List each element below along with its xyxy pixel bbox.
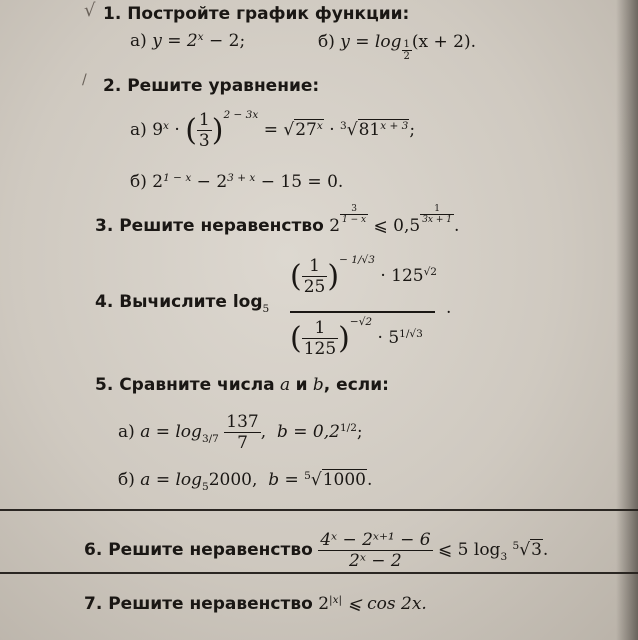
page-edge-shadow	[616, 0, 638, 640]
task-7: 7. Решите неравенство $2^{|x|}$ ⩽ cos 2x.	[84, 594, 427, 614]
task-5b: б) $a = \log_52000$, b = $^5$√1000.	[118, 470, 373, 493]
divider-line-2	[0, 572, 638, 574]
task-1a: а) $y = 2^x - 2$;	[130, 31, 246, 51]
task-2-heading: 2. Решите уравнение:	[103, 76, 320, 96]
task-4-fraction-bar	[290, 311, 435, 313]
pencil-mark: /	[82, 72, 87, 88]
task-1b: б) y = log $\frac{1}{2}$ (x + 2).	[318, 32, 476, 62]
pencil-check-mark: √	[84, 0, 96, 21]
task-5a: а) $a = \log_{3/7}$ $\frac{137}{7}$ , $b = 0,2^{1/2}$;	[118, 412, 363, 453]
task-4-label: 4. Вычислите $\log_5$	[95, 292, 270, 315]
task-4-end: .	[446, 298, 452, 318]
task-5-heading: 5. Сравните числа a и b, если:	[95, 375, 389, 395]
task-1-heading: 1. Постройте график функции:	[103, 4, 410, 24]
task-2a: а) 9$^x$ · ( $\frac{1}{3}$ )$^{2 - 3x} = √27^x \cdot ^3√81^{x + 3}$;	[130, 109, 416, 151]
task-2b: б) $2^{1 - x} - 2^{3 + x} - 15 = 0$.	[130, 172, 344, 192]
task-4-numerator: ( $\frac{1}{25}$ )$^{- 1/√3} \cdot 125^{√2}$	[290, 254, 438, 297]
task-6: 6. Решите неравенство $\frac{\text{4ˣ − 2ˣ⁺¹ − 6}}{\text{2ˣ − 2}}$ ⩽ 5 $\log_3 ^5√3$.	[84, 530, 549, 571]
divider-line-1	[0, 509, 638, 511]
task-3: 3. Решите неравенство 2 $\frac{3}{1 - x}$ ⩽ 0,5 $\frac{1}{3x + 1}$ .	[95, 204, 460, 236]
task-4-denominator: ( $\frac{1}{125}$ )$^{-√2} \cdot 5^{1/√3}$	[290, 316, 423, 359]
